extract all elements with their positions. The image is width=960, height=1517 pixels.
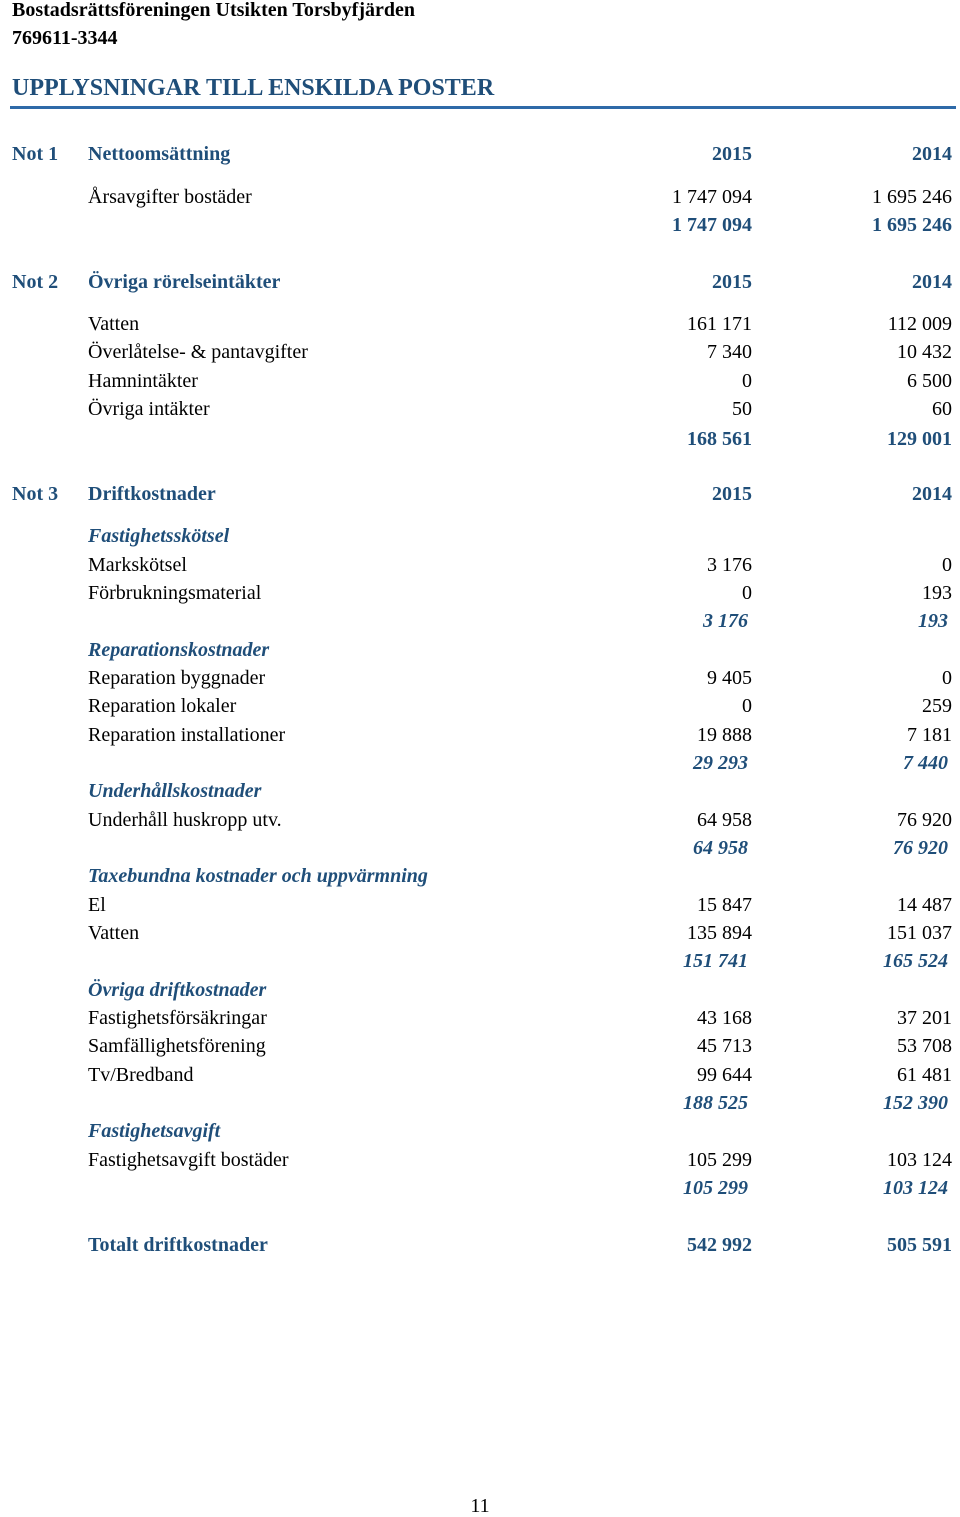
row-label: Överlåtelse- & pantavgifter	[88, 341, 308, 363]
note-3-year-2015: 2015	[712, 483, 752, 505]
row-label: Fastighetsavgift bostäder	[88, 1149, 289, 1171]
row-label: Tv/Bredband	[88, 1064, 194, 1086]
note-1-total-2015: 1 747 094	[672, 214, 752, 236]
group-subtotal-2014: 152 390	[883, 1092, 948, 1114]
row-value-2015: 50	[732, 398, 752, 420]
row-value-2014: 10 432	[897, 341, 952, 363]
row-value-2014: 53 708	[897, 1035, 952, 1057]
group-subtotal-2015: 3 176	[703, 610, 748, 632]
note-3-label: Not 3	[12, 483, 59, 505]
row-label: Reparation installationer	[88, 724, 286, 746]
row-value-2015: 7 340	[707, 341, 752, 363]
row-value-2015: 19 888	[697, 724, 752, 746]
row-value-2014: 1 695 246	[872, 186, 952, 208]
row-label: Vatten	[88, 313, 140, 335]
row-label: Övriga intäkter	[88, 398, 210, 420]
row-label: Reparation lokaler	[88, 695, 237, 717]
row-value-2015: 99 644	[697, 1064, 752, 1086]
group-title: Underhållskostnader	[88, 780, 262, 802]
group-subtotal-2014: 76 920	[893, 837, 948, 859]
row-label: El	[88, 894, 106, 916]
row-value-2015: 9 405	[707, 667, 752, 689]
row-value-2014: 259	[922, 695, 952, 717]
total-driftkostnader-2015: 542 992	[687, 1234, 752, 1256]
row-value-2014: 151 037	[887, 922, 952, 944]
note-1-title: Nettoomsättning	[88, 143, 231, 165]
row-value-2015: 1 747 094	[672, 186, 752, 208]
group-title: Övriga driftkostnader	[88, 979, 267, 1001]
row-value-2015: 0	[742, 582, 752, 604]
note-2-year-2014: 2014	[912, 271, 952, 293]
row-value-2014: 37 201	[897, 1007, 952, 1029]
title-rule	[10, 106, 956, 109]
note-1-year-2015: 2015	[712, 143, 752, 165]
note-3-title: Driftkostnader	[88, 483, 216, 505]
row-value-2015: 45 713	[697, 1035, 752, 1057]
group-title: Fastighetsskötsel	[88, 525, 230, 547]
total-driftkostnader-2014: 505 591	[887, 1234, 952, 1256]
note-2-total-2015: 168 561	[687, 428, 752, 450]
row-label: Samfällighetsförening	[88, 1035, 266, 1057]
row-value-2015: 43 168	[697, 1007, 752, 1029]
row-value-2014: 0	[942, 554, 952, 576]
row-value-2015: 0	[742, 370, 752, 392]
row-value-2015: 105 299	[687, 1149, 752, 1171]
group-title: Reparationskostnader	[88, 639, 270, 661]
org-number: 769611-3344	[12, 27, 118, 49]
page-title: UPPLYSNINGAR TILL ENSKILDA POSTER	[12, 75, 495, 101]
group-subtotal-2014: 7 440	[903, 752, 948, 774]
row-label: Vatten	[88, 922, 140, 944]
group-title: Taxebundna kostnader och uppvärmning	[88, 865, 428, 887]
group-subtotal-2015: 105 299	[683, 1177, 748, 1199]
note-2-label: Not 2	[12, 271, 59, 293]
row-value-2015: 64 958	[697, 809, 752, 831]
note-1-total-2014: 1 695 246	[872, 214, 952, 236]
note-2-total-2014: 129 001	[887, 428, 952, 450]
group-subtotal-2015: 29 293	[693, 752, 748, 774]
row-value-2014: 60	[932, 398, 952, 420]
row-value-2015: 3 176	[707, 554, 752, 576]
row-label: Reparation byggnader	[88, 667, 266, 689]
row-label: Årsavgifter bostäder	[88, 186, 252, 208]
row-value-2014: 112 009	[887, 313, 952, 335]
note-1-label: Not 1	[12, 143, 59, 165]
row-label: Markskötsel	[88, 554, 187, 576]
note-3-year-2014: 2014	[912, 483, 952, 505]
row-value-2014: 7 181	[907, 724, 952, 746]
row-label: Underhåll huskropp utv.	[88, 809, 282, 831]
row-value-2015: 15 847	[697, 894, 752, 916]
row-value-2014: 193	[922, 582, 952, 604]
row-value-2015: 135 894	[687, 922, 752, 944]
page-number: 11	[470, 1495, 490, 1517]
row-label: Hamnintäkter	[88, 370, 198, 392]
group-subtotal-2015: 64 958	[693, 837, 748, 859]
note-1-year-2014: 2014	[912, 143, 952, 165]
group-subtotal-2015: 188 525	[683, 1092, 748, 1114]
org-name: Bostadsrättsföreningen Utsikten Torsbyfjärden	[12, 0, 415, 21]
row-value-2015: 161 171	[687, 313, 752, 335]
row-label: Fastighetsförsäkringar	[88, 1007, 267, 1029]
group-title: Fastighetsavgift	[88, 1120, 221, 1142]
note-2-title: Övriga rörelseintäkter	[88, 271, 281, 293]
group-subtotal-2014: 193	[918, 610, 948, 632]
row-label: Förbrukningsmaterial	[88, 582, 262, 604]
row-value-2015: 0	[742, 695, 752, 717]
row-value-2014: 76 920	[897, 809, 952, 831]
row-value-2014: 14 487	[897, 894, 952, 916]
row-value-2014: 0	[942, 667, 952, 689]
row-value-2014: 61 481	[897, 1064, 952, 1086]
group-subtotal-2015: 151 741	[683, 950, 748, 972]
note-2-year-2015: 2015	[712, 271, 752, 293]
row-value-2014: 6 500	[907, 370, 952, 392]
total-driftkostnader-label: Totalt driftkostnader	[88, 1234, 268, 1256]
group-subtotal-2014: 103 124	[883, 1177, 948, 1199]
group-subtotal-2014: 165 524	[883, 950, 948, 972]
row-value-2014: 103 124	[887, 1149, 952, 1171]
